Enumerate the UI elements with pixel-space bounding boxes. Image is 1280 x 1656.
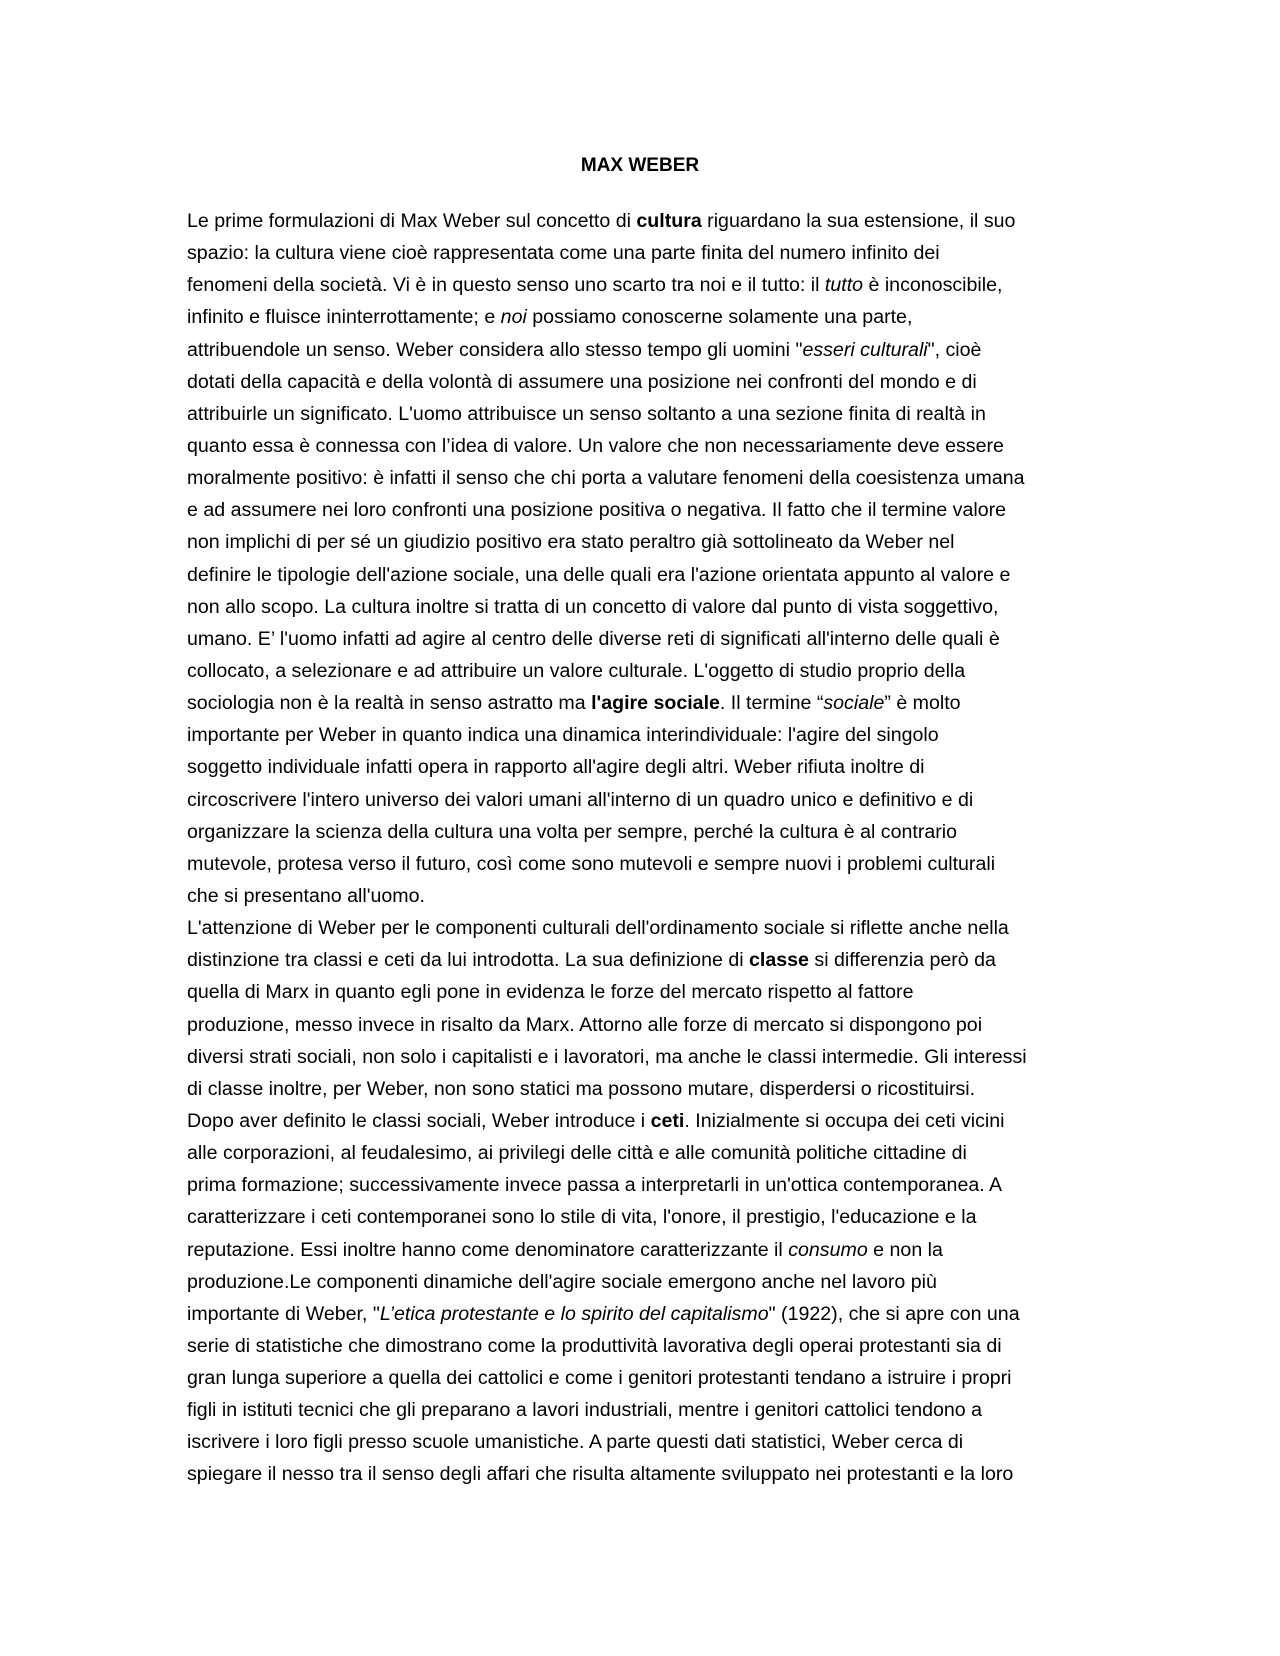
- text-run: gran lunga superiore a quella dei cattolici e come i genitori protestanti tendano a istruire i propri: [187, 1367, 1012, 1390]
- text-run: è inconoscibile,: [863, 274, 1003, 297]
- text-run: si differenzia però da: [808, 949, 996, 972]
- text-run: ” è molto: [884, 692, 961, 715]
- text-run: umano. E’ l'uomo infatti ad agire al centro delle diverse reti di significati all'interno delle quali è: [187, 627, 1000, 650]
- text-line: [187, 784, 1087, 816]
- text-line: [187, 751, 1087, 783]
- bold-term: classe: [749, 949, 809, 972]
- text-run: di classe inoltre, per Weber, non sono statici ma possono mutare, disperdersi o ricostituirsi.: [187, 1077, 976, 1100]
- text-line: [187, 687, 1087, 719]
- text-line: [187, 1137, 1087, 1169]
- text-run: . Inizialmente si occupa dei ceti vicini: [684, 1109, 1005, 1132]
- text-run: moralmente positivo: è infatti il senso che chi porta a valutare fenomeni della coesistenza umana: [187, 467, 1025, 490]
- text-run: attribuirle un significato. L'uomo attribuisce un senso soltanto a una sezione finita di realtà in: [187, 402, 986, 425]
- text-run: organizzare la scienza della cultura una volta per sempre, perché la cultura è al contrario: [187, 820, 958, 843]
- text-line: [187, 334, 1087, 366]
- bold-term: ceti: [650, 1109, 685, 1132]
- text-line: [187, 1073, 1087, 1105]
- text-line: [187, 494, 1087, 526]
- text-line: [187, 912, 1087, 944]
- text-run: reputazione. Essi inoltre hanno come denominatore caratterizzante il: [187, 1238, 789, 1261]
- text-line: [187, 623, 1087, 655]
- text-line: [187, 976, 1087, 1008]
- text-run: importante per Weber in quanto indica una dinamica interindividuale: l'agire del singolo: [187, 724, 939, 747]
- text-run: serie di statistiche che dimostrano come la produttività lavorativa degli operai protestanti sia di: [187, 1334, 1002, 1357]
- document-body: [187, 205, 1087, 1491]
- text-run: produzione, messo invece in risalto da Marx. Attorno alle forze di mercato si dispongono poi: [187, 1013, 983, 1036]
- bold-term: l'agire sociale: [591, 692, 720, 715]
- text-line: [187, 1105, 1087, 1137]
- text-line: [187, 1394, 1087, 1426]
- text-run: attribuendole un senso. Weber considera allo stesso tempo gli uomini ": [187, 338, 803, 361]
- text-run: spiegare il nesso tra il senso degli affari che risulta altamente sviluppato nei protestanti e la loro: [187, 1463, 1014, 1486]
- text-line: [187, 1041, 1087, 1073]
- text-line: [187, 1169, 1087, 1201]
- text-line: [187, 1458, 1087, 1490]
- text-line: [187, 880, 1087, 912]
- text-run: e ad assumere nei loro confronti una posizione positiva o negativa. Il fatto che il termine valore: [187, 499, 1007, 522]
- italic-term: L’etica protestante e lo spirito del capitalismo: [379, 1302, 769, 1325]
- text-line: [187, 1009, 1087, 1041]
- text-run: ", cioè: [927, 338, 982, 361]
- text-run: fenomeni della società. Vi è in questo senso uno scarto tra noi e il tutto: il: [187, 274, 825, 297]
- text-run: definire le tipologie dell'azione sociale, una delle quali era l'azione orientata appunto al valore e: [187, 563, 1011, 586]
- italic-term: esseri culturali: [802, 338, 928, 361]
- italic-term: sociale: [823, 692, 885, 715]
- text-line: [187, 816, 1087, 848]
- text-line: [187, 1330, 1087, 1362]
- text-run: possiamo conoscerne solamente una parte,: [526, 306, 913, 329]
- text-line: [187, 398, 1087, 430]
- text-line: [187, 526, 1087, 558]
- text-run: Le prime formulazioni di Max Weber sul concetto di: [187, 210, 637, 232]
- text-run: infinito e fluisce ininterrottamente; e: [187, 306, 501, 329]
- text-line: [187, 366, 1087, 398]
- text-run: quella di Marx in quanto egli pone in evidenza le forze del mercato rispetto al fattore: [187, 981, 914, 1004]
- text-line: [187, 205, 1087, 237]
- italic-term: tutto: [824, 274, 864, 297]
- text-line: [187, 237, 1087, 269]
- text-line: [187, 430, 1087, 462]
- text-line: [187, 1362, 1087, 1394]
- text-run: mutevole, protesa verso il futuro, così come sono mutevoli e sempre nuovi i problemi culturali: [187, 852, 996, 875]
- text-run: distinzione tra classi e ceti da lui introdotta. La sua definizione di: [187, 949, 750, 972]
- text-run: circoscrivere l'intero universo dei valori umani all'interno di un quadro unico e definitivo e di: [187, 788, 974, 811]
- text-run: figli in istituti tecnici che gli preparano a lavori industriali, mentre i genitori cattolici tendono a: [187, 1399, 983, 1422]
- text-line: [187, 848, 1087, 880]
- text-run: dotati della capacità e della volontà di assumere una posizione nei confronti del mondo e di: [187, 370, 977, 393]
- text-run: non allo scopo. La cultura inoltre si tratta di un concetto di valore dal punto di vista soggettivo,: [187, 595, 999, 618]
- text-line: [187, 1266, 1087, 1298]
- italic-term: consumo: [788, 1238, 868, 1261]
- text-run: che si presentano all'uomo.: [187, 884, 425, 907]
- text-run: e non la: [867, 1238, 943, 1261]
- text-run: sociologia non è la realtà in senso astratto ma: [187, 692, 592, 715]
- text-run: caratterizzare i ceti contemporanei sono lo stile di vita, l'onore, il prestigio, l'educazione e la: [187, 1206, 977, 1229]
- text-line: [187, 1234, 1087, 1266]
- text-run: non implichi di per sé un giudizio positivo era stato peraltro già sottolineato da Weber nel: [187, 531, 955, 554]
- text-line: [187, 655, 1087, 687]
- text-line: [187, 944, 1087, 976]
- text-run: diversi strati sociali, non solo i capitalisti e i lavoratori, ma anche le classi intermedie. Gli interessi: [187, 1045, 1027, 1068]
- italic-term: noi: [500, 306, 527, 329]
- text-run: produzione.Le componenti dinamiche dell'agire sociale emergono anche nel lavoro più: [187, 1270, 937, 1293]
- text-run: prima formazione; successivamente invece passa a interpretarli in un'ottica contemporanea. A: [187, 1174, 1003, 1197]
- text-line: [187, 1298, 1087, 1330]
- text-line: [187, 1201, 1087, 1233]
- text-line: [187, 462, 1087, 494]
- text-run: riguardano la sua estensione, il suo: [701, 210, 1016, 232]
- text-run: importante di Weber, ": [187, 1302, 380, 1325]
- text-run: spazio: la cultura viene cioè rappresentata come una parte finita del numero infinito dei: [187, 242, 940, 265]
- text-run: collocato, a selezionare e ad attribuire un valore culturale. L'oggetto di studio proprio della: [187, 659, 966, 682]
- text-run: Dopo aver definito le classi sociali, Weber introduce i: [187, 1109, 651, 1132]
- text-run: iscrivere i loro figli presso scuole umanistiche. A parte questi dati statistici, Weber cerca di: [187, 1431, 964, 1454]
- text-line: [187, 301, 1087, 333]
- text-run: " (1922), che si apre con una: [768, 1302, 1020, 1325]
- document-title: MAX WEBER: [580, 155, 700, 176]
- text-run: L'attenzione di Weber per le componenti culturali dell'ordinamento sociale si riflette anche nella: [187, 917, 1009, 940]
- text-run: quanto essa è connessa con l’idea di valore. Un valore che non necessariamente deve essere: [187, 434, 1004, 457]
- text-line: [187, 1426, 1087, 1458]
- text-line: [187, 559, 1087, 591]
- text-line: [187, 719, 1087, 751]
- bold-term: cultura: [636, 210, 702, 232]
- text-run: soggetto individuale infatti opera in rapporto all'agire degli altri. Weber rifiuta inoltre di: [187, 756, 925, 779]
- text-run: alle corporazioni, al feudalesimo, ai privilegi delle città e alle comunità politiche cittadine di: [187, 1142, 967, 1165]
- text-line: [187, 269, 1087, 301]
- text-line: [187, 591, 1087, 623]
- text-run: . Il termine “: [719, 692, 824, 715]
